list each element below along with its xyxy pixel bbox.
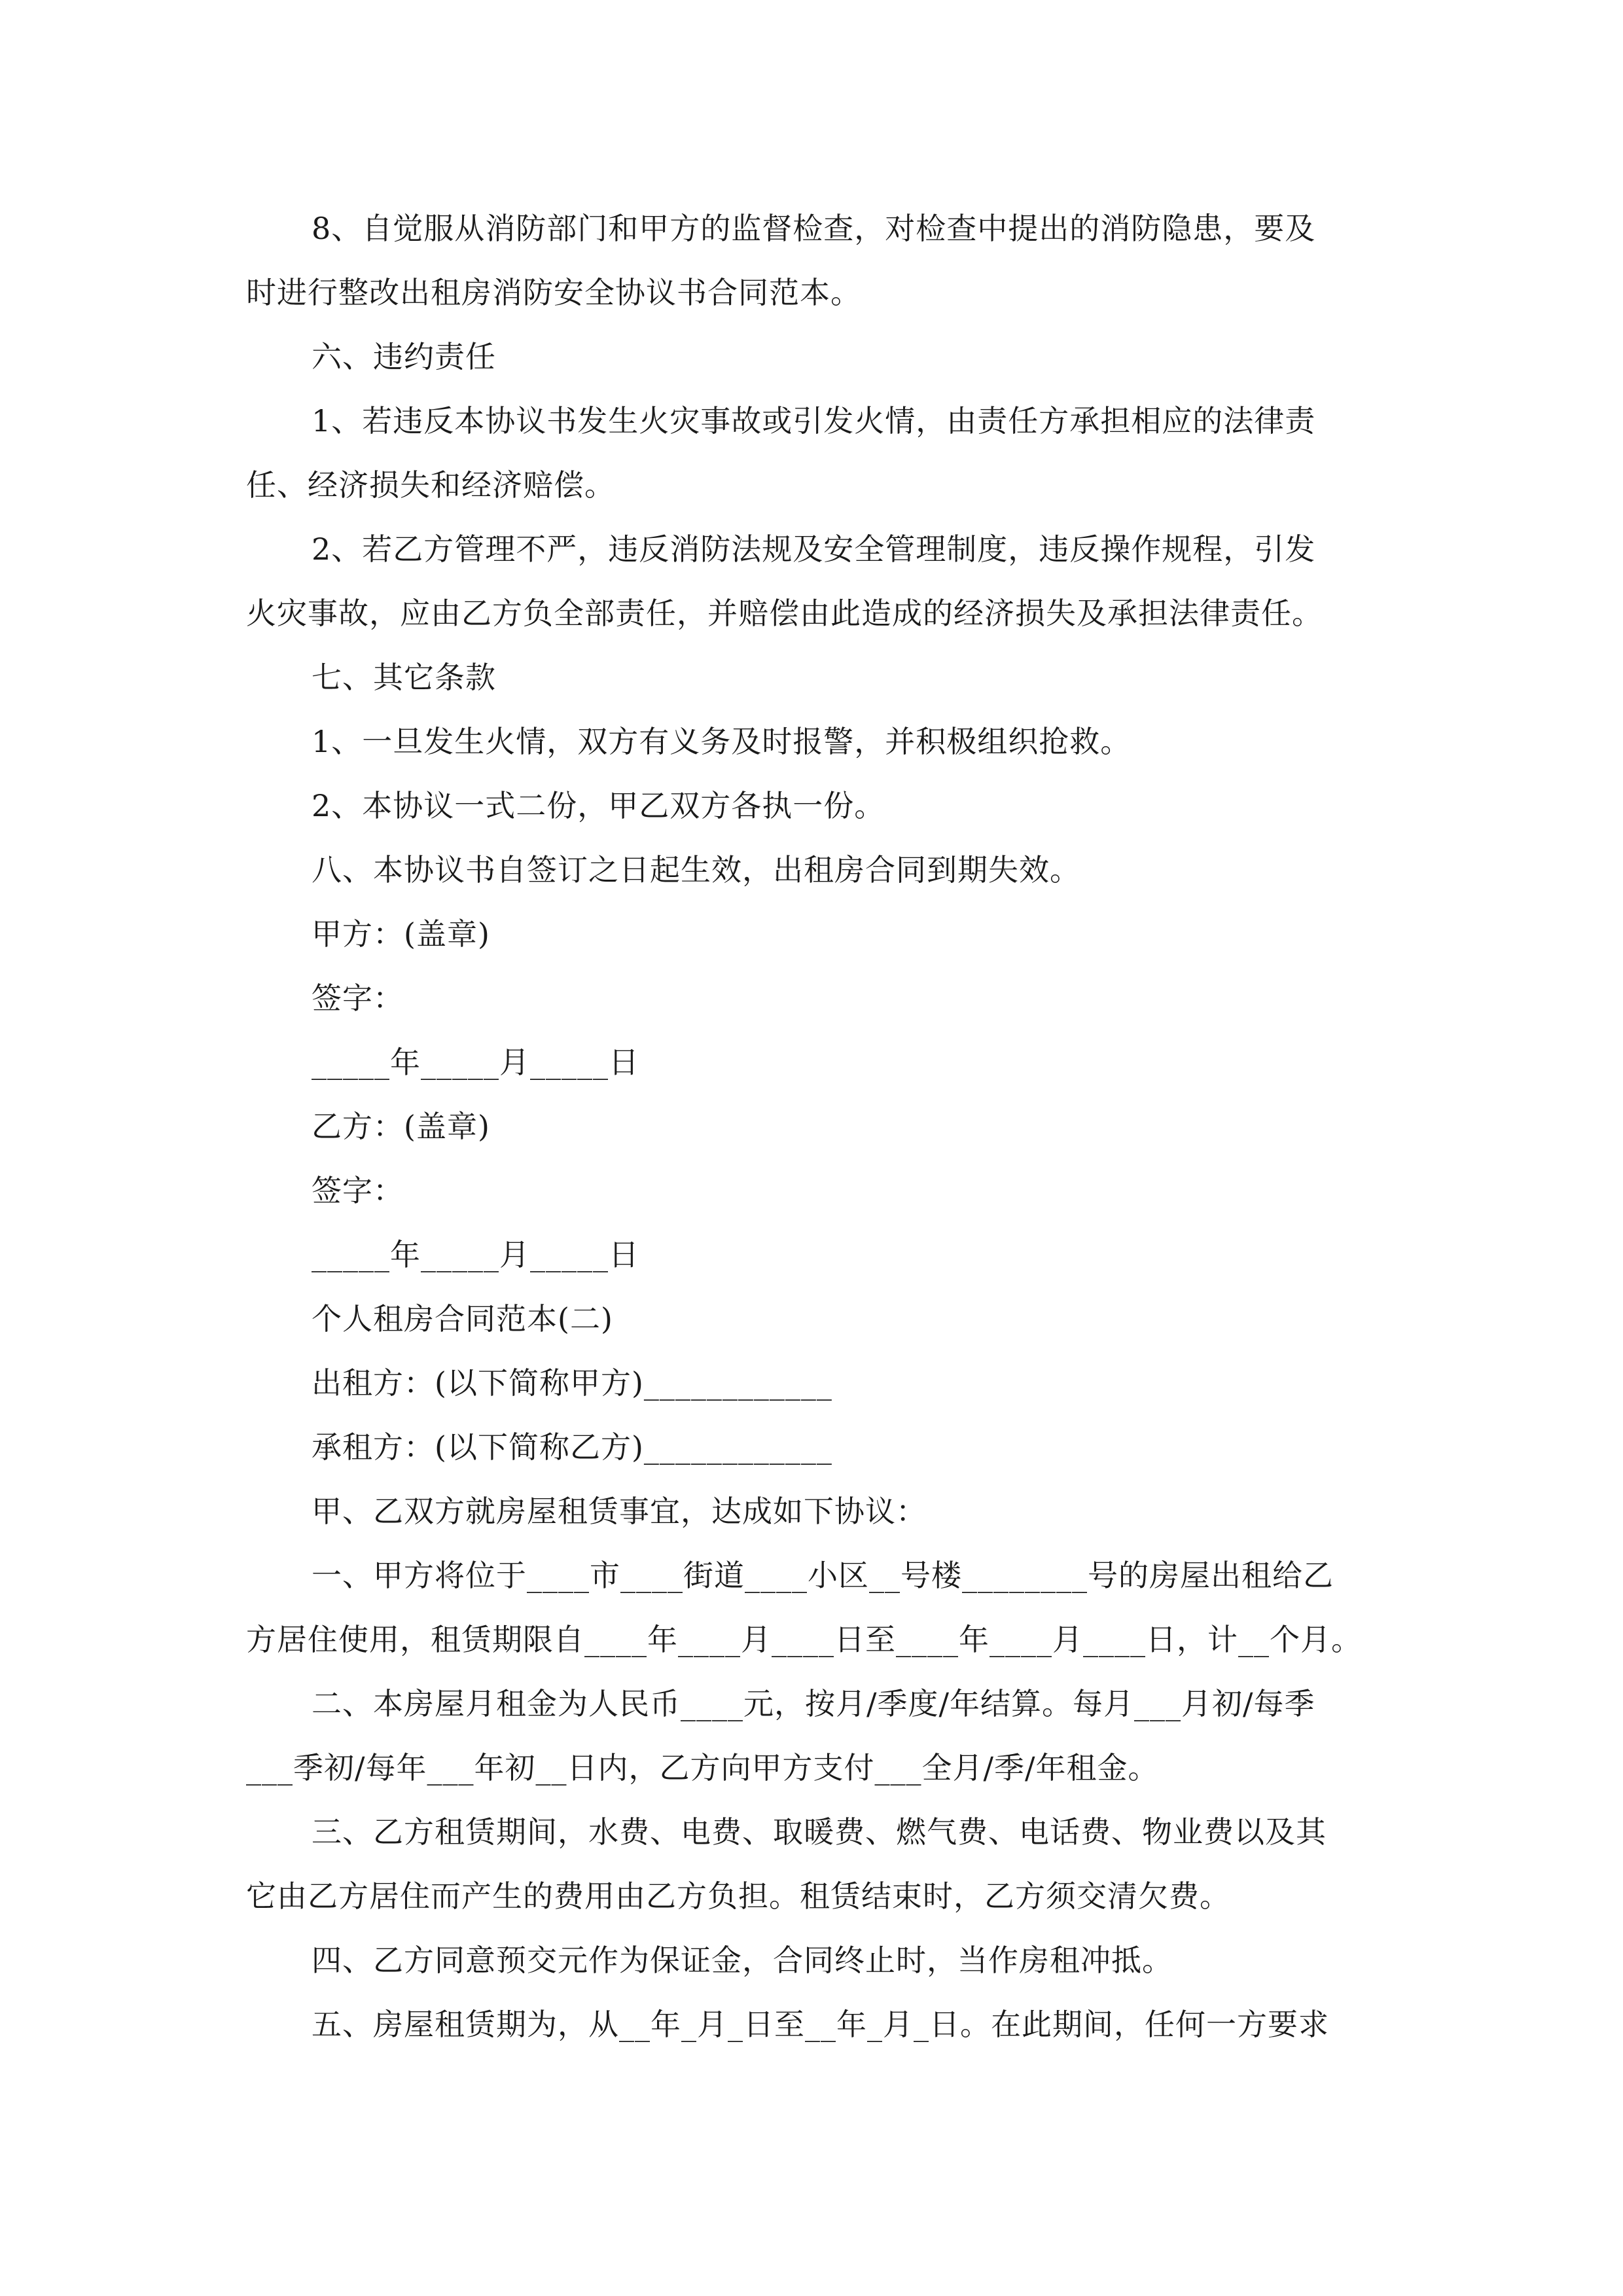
text-line: 1、若违反本协议书发生火灾事故或引发火情，由责任方承担相应的法律责 [312, 403, 1316, 439]
party-a-seal: 甲方：(盖章) [312, 916, 490, 952]
text-line: ___季初/每年___年初__日内，乙方向甲方支付___全月/季/年租金。 [246, 1750, 1159, 1785]
party-b-seal: 乙方：(盖章) [312, 1109, 490, 1144]
text-line: 8、自觉服从消防部门和甲方的监督检查，对检查中提出的消防隐患，要及 [312, 211, 1316, 246]
text-line: 时进行整改出租房消防安全协议书合同范本。 [246, 275, 861, 310]
text-line: 它由乙方居住而产生的费用由乙方负担。租赁结束时，乙方须交清欠费。 [246, 1878, 1230, 1914]
party-b-signature: 签字： [312, 1173, 404, 1208]
text-line: 火灾事故，应由乙方负全部责任，并赔偿由此造成的经济损失及承担法律责任。 [246, 596, 1323, 631]
text-line: 2、本协议一式二份，甲乙双方各执一份。 [312, 788, 885, 823]
text-line: 三、乙方租赁期间，水费、电费、取暖费、燃气费、电话费、物业费以及其 [312, 1814, 1327, 1850]
text-line: 任、经济损失和经济赔偿。 [246, 467, 615, 503]
text-line: 方居住使用，租赁期限自____年____月____日至____年____月____日，计__个月。 [246, 1622, 1362, 1657]
lessor-line: 出租方：(以下简称甲方)____________ [312, 1365, 832, 1401]
text-line: 甲、乙双方就房屋租赁事宜，达成如下协议： [312, 1494, 927, 1529]
party-b-date: _____年_____月_____日 [312, 1237, 639, 1272]
lessee-line: 承租方：(以下简称乙方)____________ [312, 1429, 832, 1465]
party-a-signature: 签字： [312, 980, 404, 1016]
text-line: 一、甲方将位于____市____街道____小区__号楼________号的房屋出租给乙 [312, 1558, 1334, 1593]
text-line: 二、本房屋月租金为人民币____元，按月/季度/年结算。每月___月初/每季 [312, 1686, 1315, 1721]
section-heading: 七、其它条款 [312, 660, 496, 695]
contract-title: 个人租房合同范本(二) [312, 1301, 613, 1336]
text-line: 2、若乙方管理不严，违反消防法规及安全管理制度，违反操作规程，引发 [312, 531, 1316, 567]
party-a-date: _____年_____月_____日 [312, 1045, 639, 1080]
text-line: 五、房屋租赁期为，从__年_月_日至__年_月_日。在此期间，任何一方要求 [312, 2007, 1329, 2042]
text-line: 四、乙方同意预交元作为保证金，合同终止时，当作房租冲抵。 [312, 1943, 1173, 1978]
text-line: 1、一旦发生火情，双方有义务及时报警，并积极组织抢救。 [312, 724, 1132, 759]
document-page [246, 196, 1398, 2056]
text-line: 八、本协议书自签订之日起生效，出租房合同到期失效。 [312, 852, 1080, 888]
section-heading: 六、违约责任 [312, 339, 496, 374]
